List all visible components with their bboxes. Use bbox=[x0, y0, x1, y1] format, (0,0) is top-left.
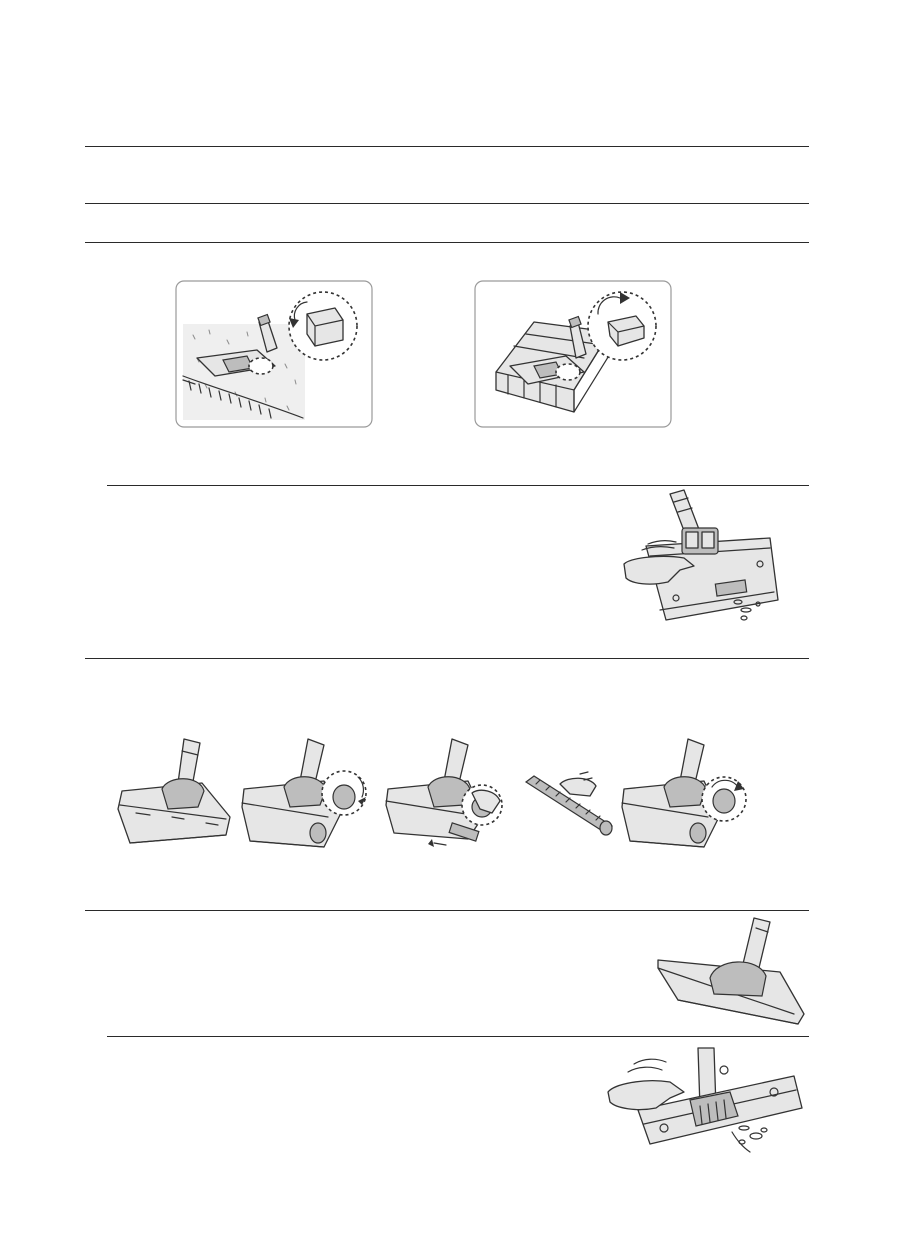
unlock-brush-cap-icon bbox=[240, 735, 370, 855]
parquet-nozzle-icon bbox=[654, 914, 806, 1028]
lock-brush-cap-icon bbox=[620, 735, 750, 855]
section-rule-6 bbox=[85, 910, 809, 911]
parquet-underside-cleaning-figure bbox=[604, 1046, 804, 1156]
section-rule-top bbox=[85, 146, 809, 147]
brush-step-2-figure bbox=[240, 735, 370, 855]
section-rule-5 bbox=[85, 658, 809, 659]
section-rule-7 bbox=[107, 1036, 809, 1037]
floor-mode-figure bbox=[474, 280, 672, 428]
section-rule-2 bbox=[85, 203, 809, 204]
carpet-mode-figure bbox=[175, 280, 373, 428]
turbo-nozzle-icon bbox=[116, 735, 234, 847]
brush-step-5-figure bbox=[620, 735, 750, 855]
pull-out-brush-icon bbox=[384, 735, 508, 853]
brush-step-4-figure bbox=[520, 770, 616, 836]
brush-step-1-figure bbox=[116, 735, 234, 847]
section-rule-3 bbox=[85, 242, 809, 243]
clean-brush-roll-icon bbox=[520, 770, 616, 836]
section-rule-4 bbox=[107, 485, 809, 486]
carpet-nozzle-lever-down-icon bbox=[175, 280, 373, 428]
wipe-parquet-underside-icon bbox=[604, 1046, 804, 1156]
nozzle-underside-cleaning-figure bbox=[620, 488, 782, 626]
brush-step-3-figure bbox=[384, 735, 508, 853]
parquet-nozzle-figure bbox=[654, 914, 806, 1028]
floor-nozzle-lever-up-icon bbox=[474, 280, 672, 428]
wipe-nozzle-underside-icon bbox=[620, 488, 782, 626]
